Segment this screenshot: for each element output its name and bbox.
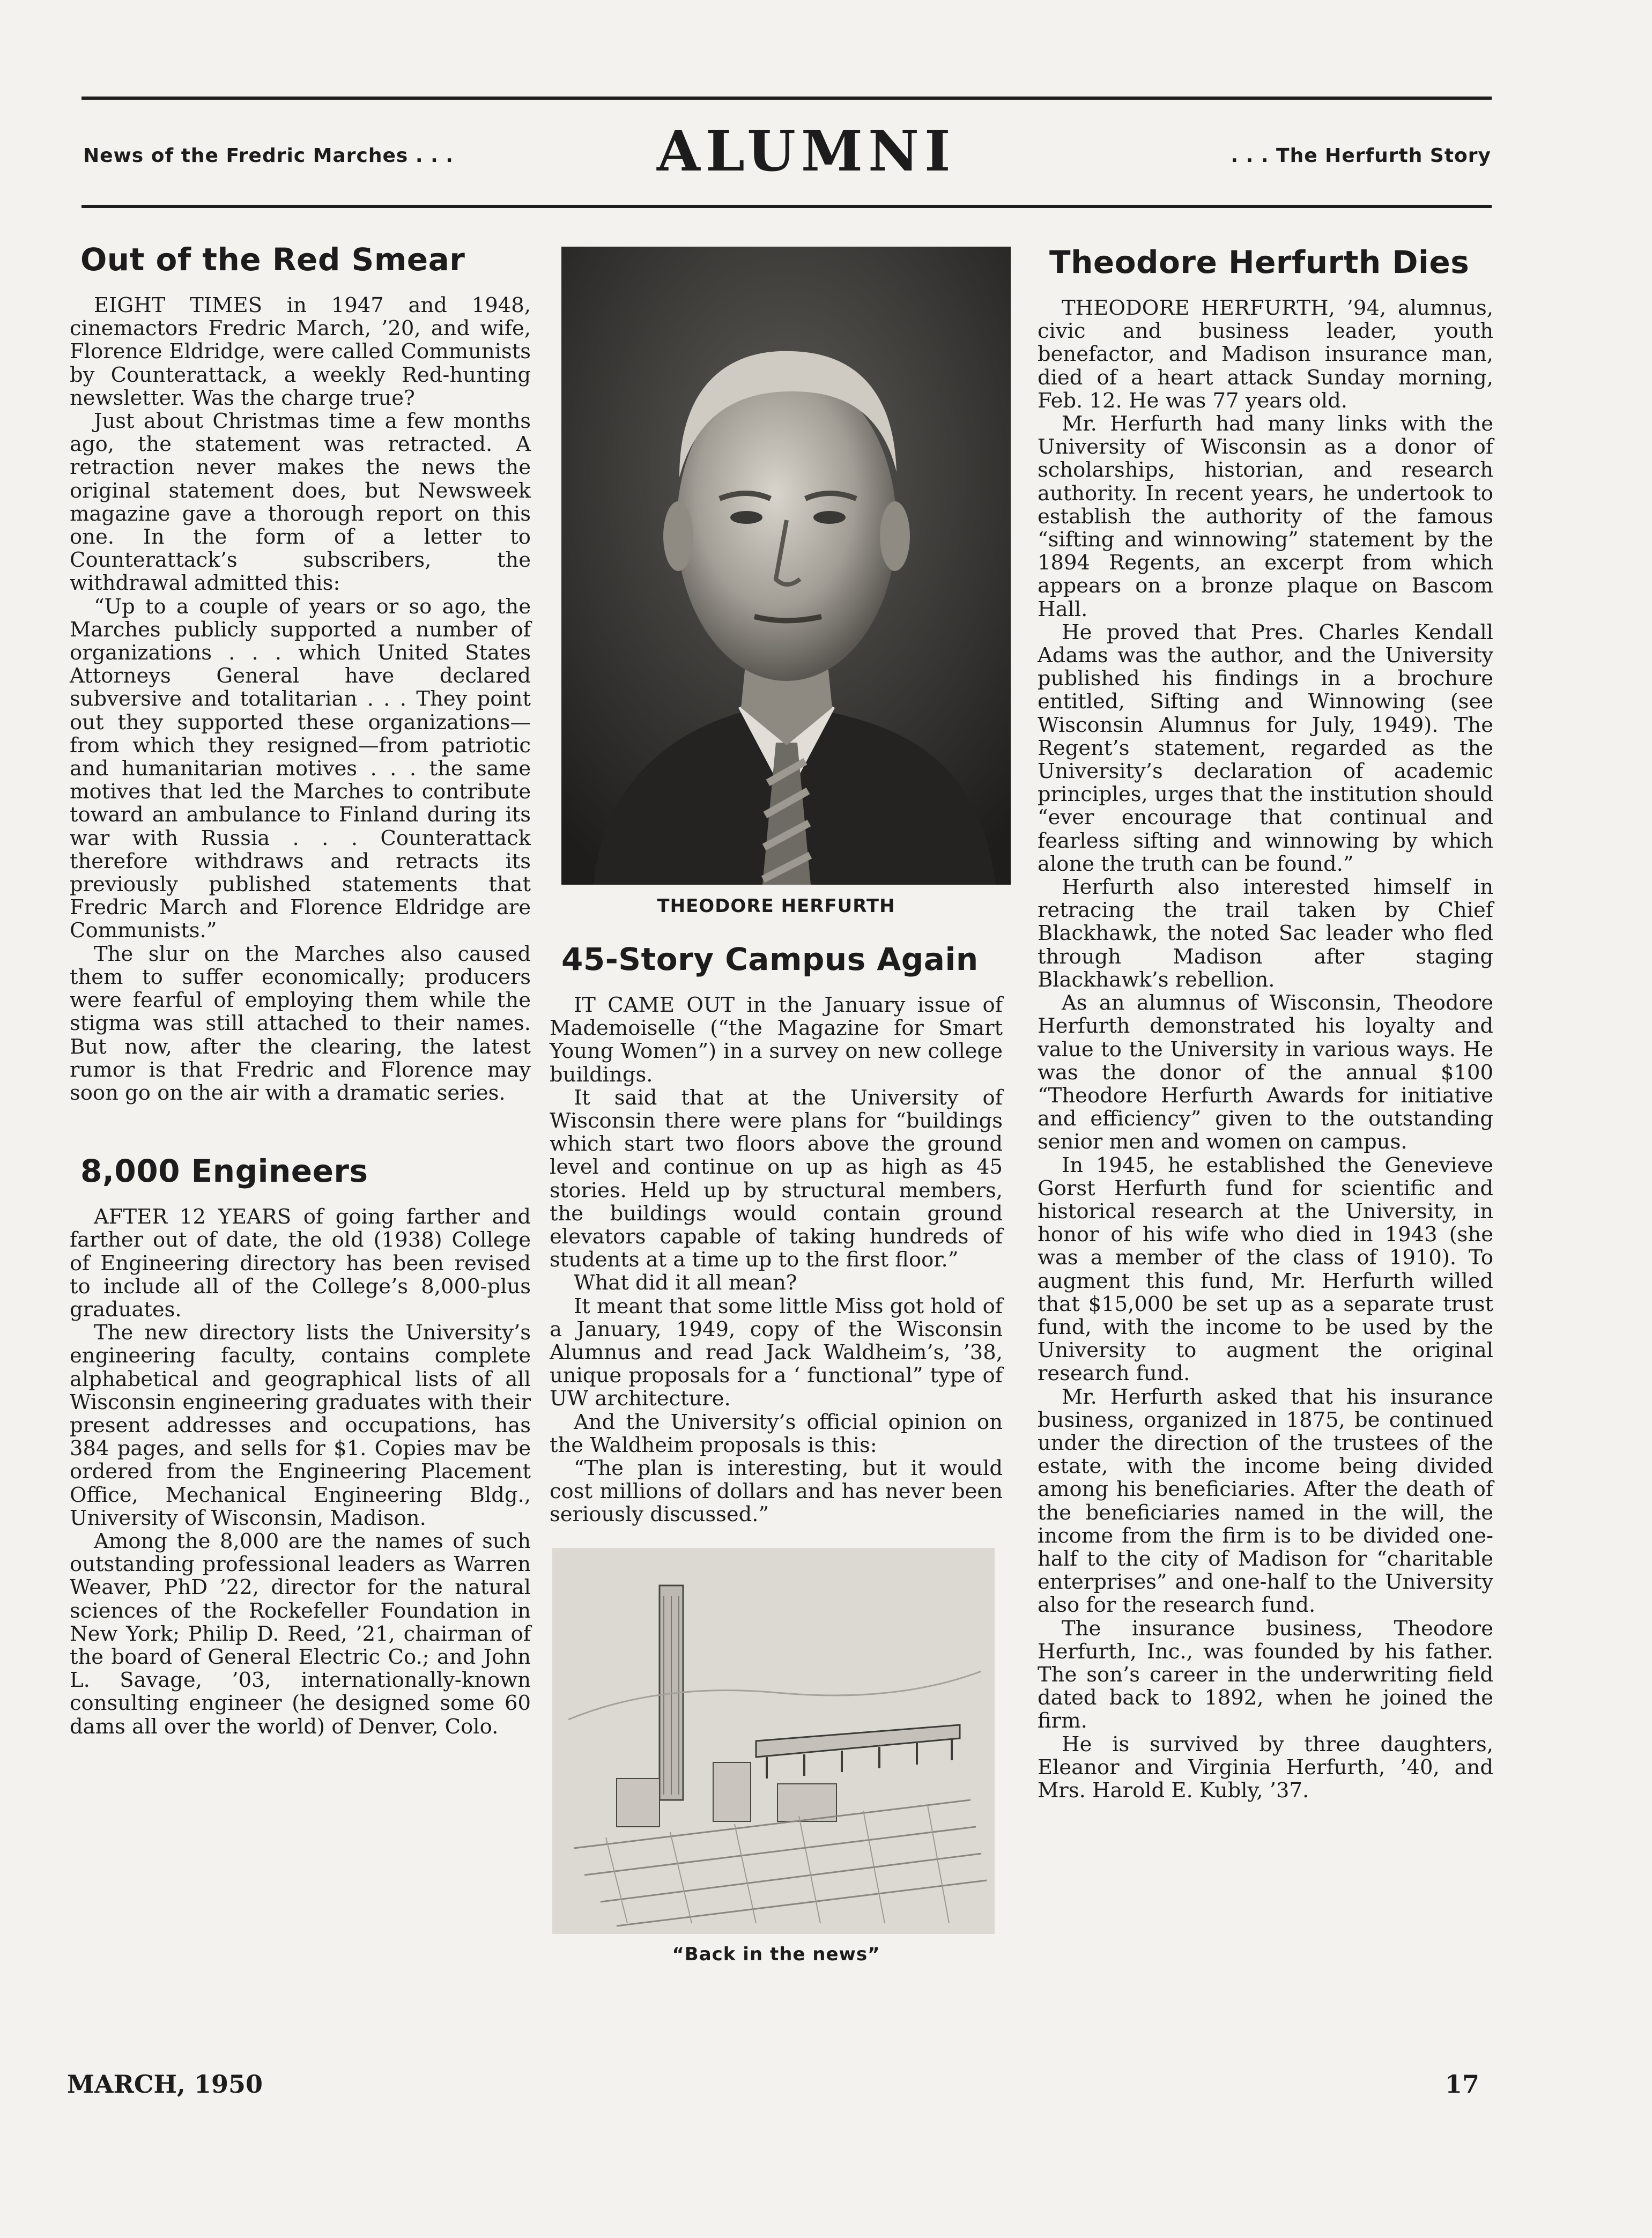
paragraph: Mr. Herfurth asked that his insurance business, organized in 1875, be continued under the direction of the trustees of the estate, with the income being divided among his beneficiaries. After the death of the beneficiaries named in the will, the income from the firm is to be divided one-half to the city of Madison for “charitable enterprises” and one-half to the University also for the research fund. <box>1038 1384 1493 1618</box>
portrait-illustration <box>561 247 1011 885</box>
header-rule-bottom <box>82 205 1492 208</box>
portrait-photo <box>561 247 1011 885</box>
paragraph: The slur on the Marches also caused them to suffer economically; producers were fearful of employing them while the stigma was still attached to their names. But now, after the clearing, the latest rumor is that Fredric and Florence may soon go on the air with a dramatic series. <box>70 942 531 1105</box>
paragraph: Herfurth also interested himself in retracing the trail taken by Chief Blackhawk, the noted Sac leader who fled through Madison after staging Blackhawk’s rebellion. <box>1038 875 1493 992</box>
photo-caption: THEODORE HERFURTH <box>657 895 895 917</box>
column-right <box>1038 244 1493 1802</box>
page-title: ALUMNI <box>657 118 956 184</box>
paragraph: And the University’s official opinion on the Waldheim proposals is this: <box>550 1410 1003 1457</box>
paragraph: Among the 8,000 are the names of such outstanding professional leaders as Warren Weaver, PhD ’22, director for the natural sciences of the Rockefeller Foundation in New York; Philip D. Reed, ’21, chairman of the board of General Electric Co.; and John L. Savage, ’03, internationally-known consulting engineer (he designed some 60 dams all over the world) of Denver, Colo. <box>70 1529 531 1739</box>
header-kicker-right: . . . The Herfurth Story <box>1231 145 1491 167</box>
issue-date: MARCH, 1950 <box>67 2070 263 2099</box>
paragraph: EIGHT TIMES in 1947 and 1948, cinemactors Fredric March, ’20, and wife, Florence Eldridge, were called Communists by Counterattack, a weekly Red-hunting newsletter. Was the charge true? <box>70 293 531 410</box>
paragraph: In 1945, he established the Genevieve Gorst Herfurth fund for scientific and historical research at the University, in honor of his wife who died in 1943 (she was a member of the class of 1910). To augment this fund, Mr. Herfurth willed that $15,000 be set up as a separate trust fund, with the income to be used by the University to augment the original research fund. <box>1038 1153 1493 1386</box>
article-title-red-smear: Out of the Red Smear <box>80 241 465 278</box>
paragraph: It said that at the University of Wisconsin there were plans for “buildings which start two floors above the ground level and continue on up as high as 45 stories. Held up by structural members, the buildings would contain ground elevators capable of taking hundreds of students at a time up to the first floor.” <box>550 1085 1003 1272</box>
article-body-campus <box>550 994 1003 1526</box>
paragraph: “The plan is interesting, but it would cost millions of dollars and has never been seriously discussed.” <box>550 1456 1003 1527</box>
page-number: 17 <box>1445 2070 1480 2099</box>
paragraph: Just about Christmas time a few months ago, the statement was retracted. A retraction never makes the news the original statement does, but Newsweek magazine gave a thorough report on this one. In the form of a letter to Counterattack’s subscribers, the withdrawal admitted this: <box>70 409 531 596</box>
header-rule-top <box>82 97 1492 100</box>
paragraph: It meant that some little Miss got hold of a January, 1949, copy of the Wisconsin Alumnus and read Jack Waldheim’s, ’38, unique proposals for a ‘ functional” type of UW architecture. <box>550 1294 1003 1411</box>
paragraph: The insurance business, Theodore Herfurth, Inc., was founded by his father. The son’s career in the underwriting field dated back to 1892, when he joined the firm. <box>1038 1616 1493 1733</box>
header-kicker-left: News of the Fredric Marches . . . <box>83 145 454 167</box>
campus-sketch <box>552 1548 995 1934</box>
article-title-herfurth: Theodore Herfurth Dies <box>1049 244 1470 280</box>
paragraph: The new directory lists the University’s engineering faculty, contains complete alphabetical and geographical lists of all Wisconsin engineering graduates with their present addresses and occupations, has 384 pages, and sells for $1. Copies mav be ordered from the Engineering Placement Office, Mechanical Engineering Bldg., University of Wisconsin, Madison. <box>70 1321 531 1530</box>
paragraph: He is survived by three daughters, Eleanor and Virginia Herfurth, ’40, and Mrs. Harold E. Kubly, ’37. <box>1038 1732 1493 1803</box>
article-body-engineers <box>70 1205 531 1738</box>
paragraph: THEODORE HERFURTH, ’94, alumnus, civic and business leader, youth benefactor, and Madison insurance man, died of a heart attack Sunday morning, Feb. 12. He was 77 years old. <box>1038 296 1493 413</box>
paragraph: What did it all mean? <box>574 1271 797 1295</box>
article-title-engineers: 8,000 Engineers <box>80 1153 368 1190</box>
campus-sketch-illustration <box>552 1548 995 1934</box>
paragraph: He proved that Pres. Charles Kendall Adams was the author, and the University published his findings in a brochure entitled, Sifting and Winnowing (see Wisconsin Alumnus for July, 1949). The Regent’s statement, regarded as the University’s declaration of academic principles, urges that the institution should “ever encourage that continual and fearless sifting and winnowing by which alone the truth can be found.” <box>1038 620 1493 876</box>
column-middle <box>550 247 1003 1965</box>
paragraph: AFTER 12 YEARS of going farther and farther out of date, the old (1938) College of Engineering directory has been revised to include all of the College’s 8,000-plus graduates. <box>70 1205 531 1322</box>
paragraph: “Up to a couple of years or so ago, the Marches publicly supported a number of organizations . . . which United States Attorneys General have declared subversive and totalitarian . . . They point out they supported these organizations—from which they resigned—from patriotic and humanitarian motives . . . the same motives that led the Marches to contribute toward an ambulance to Finland during its war with Russia . . . Counterattack therefore withdraws and retracts its previously published statements that Fredric March and Florence Eldridge are Communists.” <box>70 594 531 943</box>
paragraph: Mr. Herfurth had many links with the University of Wisconsin as a donor of scholarships, historian, and research authority. In recent years, he undertook to establish the authority of the famous “sifting and winnowing” statement by the 1894 Regents, an excerpt from which appears on a bronze plaque on Bascom Hall. <box>1038 412 1493 621</box>
paragraph: As an alumnus of Wisconsin, Theodore Herfurth demonstrated his loyalty and value to the University in various ways. He was the donor of the annual $100 “Theodore Herfurth Awards for initiative and efficiency” given to the outstanding senior men and women on campus. <box>1038 991 1493 1154</box>
sketch-caption: “Back in the news” <box>672 1943 880 1965</box>
column-left <box>70 241 531 1738</box>
article-body-herfurth <box>1038 297 1493 1802</box>
paragraph: IT CAME OUT in the January issue of Mademoiselle (“the Magazine for Smart Young Women”) in a survey on new college buildings. <box>550 993 1003 1087</box>
article-title-campus: 45-Story Campus Again <box>561 941 979 977</box>
article-body-red-smear <box>70 294 531 1105</box>
